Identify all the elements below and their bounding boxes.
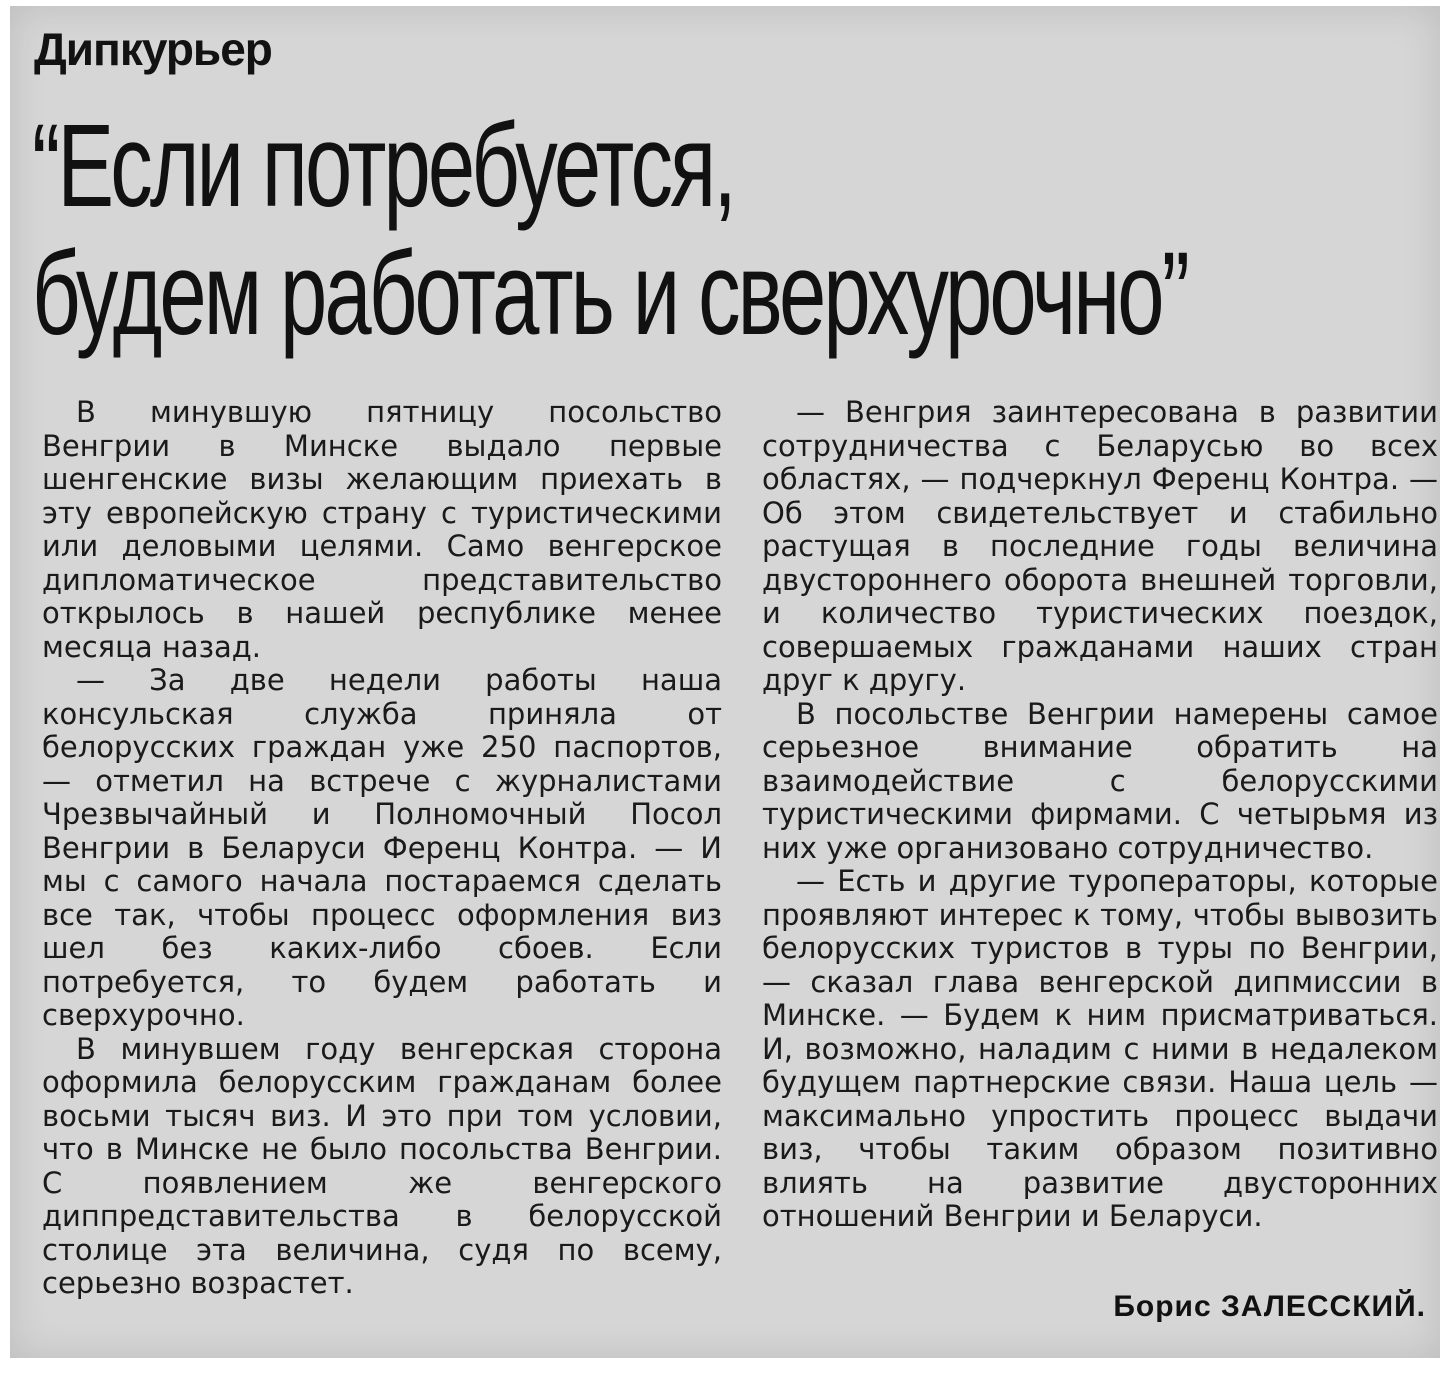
- paragraph: В посольстве Венгрии намерены самое серьезное внимание обратить на взаимодействие с белорусскими туристическими фирмами. С четырьмя из них уже организовано сотрудничество.: [762, 696, 1438, 865]
- paragraph: В минувшем году венгерская сторона оформила белорусским гражданам более восьми тысяч виз. И это при том условии, что в Минске не было посольства Венгрии. С появлением же венгерского диппредставительства в белорусской столице эта величина, судя по всему, серьезно возрастет.: [42, 1031, 722, 1300]
- newspaper-clipping: [10, 6, 1440, 1358]
- headline-line-1: “Если потребуется,: [32, 100, 734, 232]
- article-column-right: [762, 396, 1438, 1234]
- paragraph: — Есть и другие туроператоры, которые проявляют интерес к тому, чтобы вывозить белорусских туристов в туры по Венгрии, — сказал глава венгерской дипмиссии в Минске. — Будем к ним присматриваться. И, возможно, наладим с ними в недалеком будущем партнерские связи. Наша цель — максимально упростить процесс выдачи виз, чтобы таким образом позитивно влиять на развитие двусторонних отношений Венгрии и Беларуси.: [762, 864, 1438, 1233]
- headline-line-2: будем работать и сверхурочно”: [32, 228, 1188, 360]
- article-headline: [32, 100, 1188, 360]
- paragraph: В минувшую пятницу посольство Венгрии в Минске выдало первые шенгенские визы желающим приехать в эту европейскую страну с туристическими или деловыми целями. Само венгерское дипломатическое представительство открылось в нашей республике менее месяца назад.: [42, 395, 722, 664]
- article-column-left: [42, 396, 722, 1301]
- rubric-title: Дипкурьер: [34, 23, 272, 75]
- author-byline: Борис ЗАЛЕССКИЙ.: [1113, 1290, 1426, 1323]
- paragraph: — За две недели работы наша консульская служба приняла от белорусских граждан уже 250 паспортов, — отметил на встрече с журналистами Чрезвычайный и Полномочный Посол Венгрии в Беларуси Ференц Контра. — И мы с самого начала постараемся сделать все так, чтобы процесс оформления виз шел без каких-либо сбоев. Если потребуется, то будем работать и сверхурочно.: [42, 663, 722, 1032]
- paragraph: — Венгрия заинтересована в развитии сотрудничества с Беларусью во всех областях, — подчеркнул Ференц Контра. — Об этом свидетельствует и стабильно растущая в последние годы величина двустороннего оборота внешней торговли, и количество туристических поездок, совершаемых гражданами наших стран друг к другу.: [762, 395, 1438, 697]
